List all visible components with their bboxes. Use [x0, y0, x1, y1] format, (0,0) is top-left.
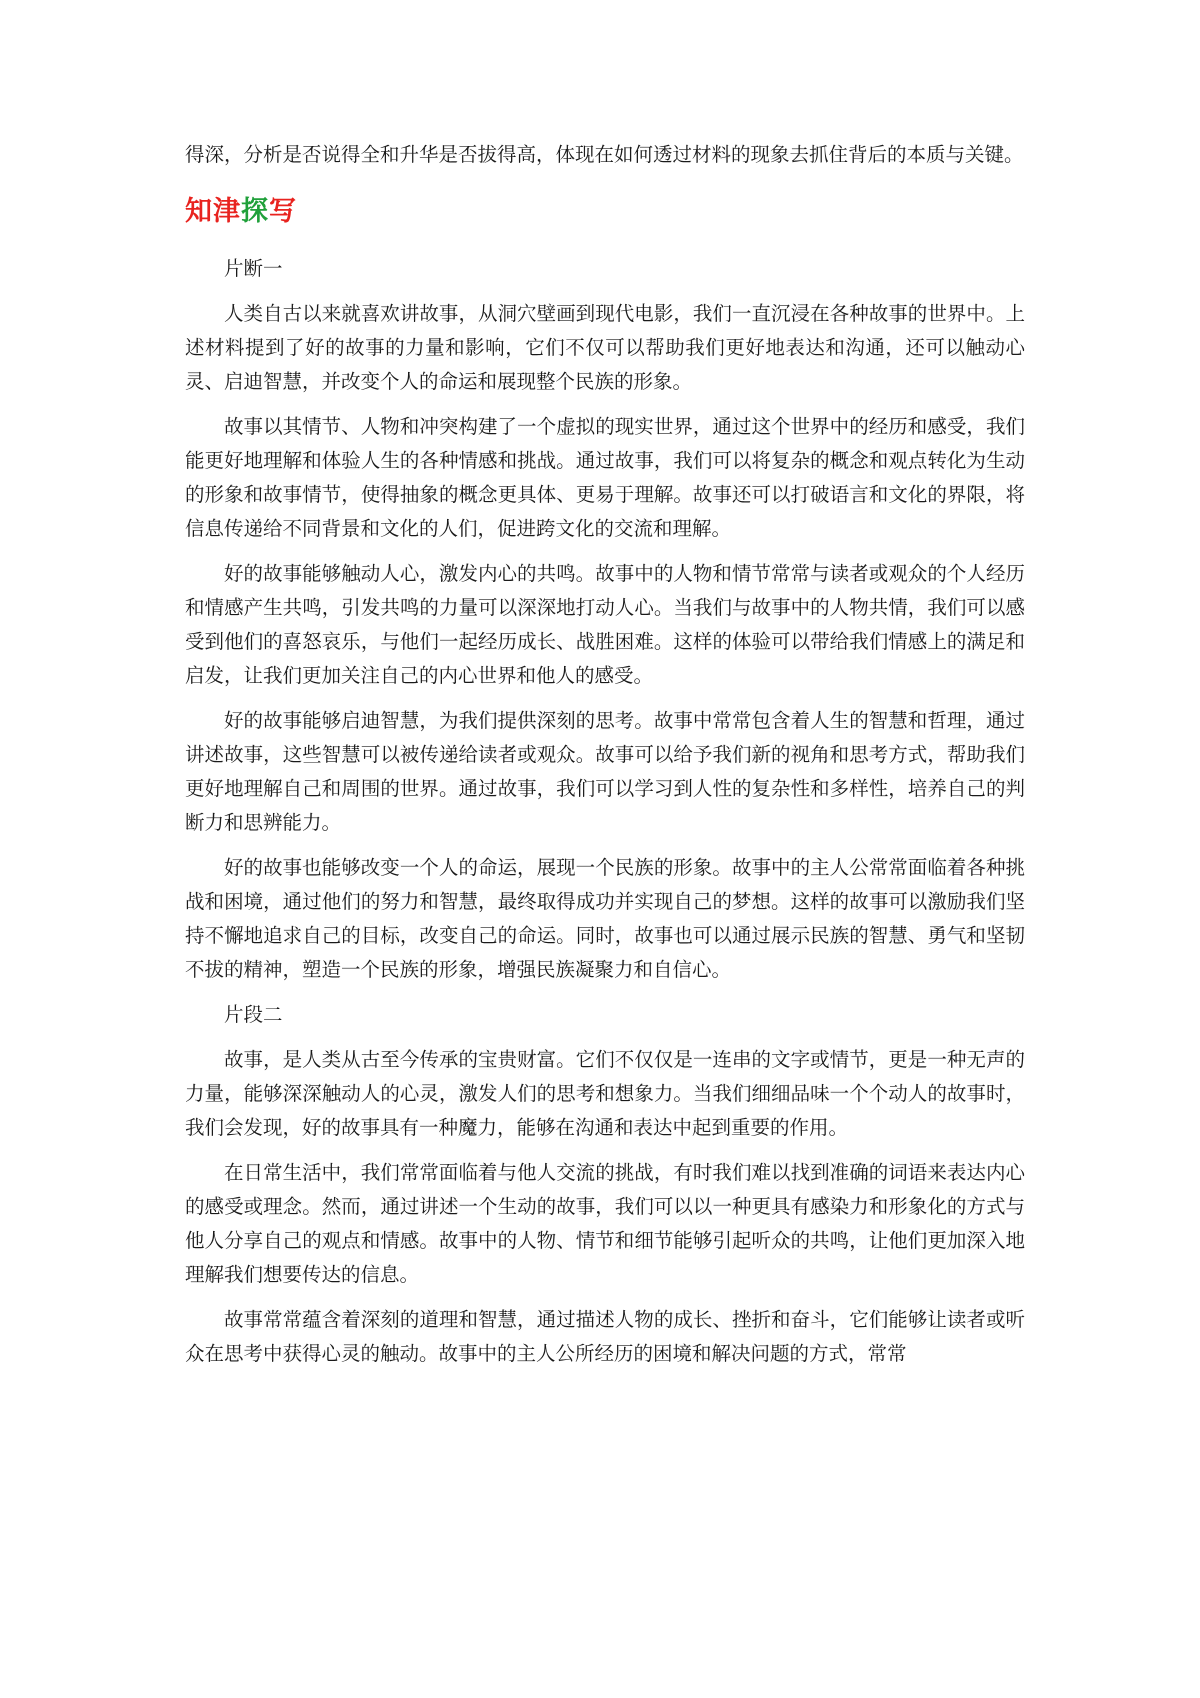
section-title — [185, 194, 1025, 230]
fragment1-paragraph: 故事以其情节、人物和冲突构建了一个虚拟的现实世界，通过这个世界中的经历和感受，我们能更好地理解和体验人生的各种情感和挑战。通过故事，我们可以将复杂的概念和观点转化为生动的形象和故事情节，使得抽象的概念更具体、更易于理解。故事还可以打破语言和文化的界限，将信息传递给不同背景和文化的人们，促进跨文化的交流和理解。 — [185, 415, 1025, 540]
document-page — [185, 138, 1025, 1382]
fragment1-paragraph: 好的故事能够启迪智慧，为我们提供深刻的思考。故事中常常包含着人生的智慧和哲理，通过讲述故事，这些智慧可以被传递给读者或观众。故事可以给予我们新的视角和思考方式，帮助我们更好地理解自己和周围的世界。通过故事，我们可以学习到人性的复杂性和多样性，培养自己的判断力和思辨能力。 — [185, 709, 1025, 834]
fragment2-label: 片段二 — [224, 1003, 283, 1026]
essay-body — [185, 252, 1025, 1371]
section-title-part2: 探 — [241, 196, 269, 227]
fragment2-paragraph: 故事常常蕴含着深刻的道理和智慧，通过描述人物的成长、挫折和奋斗，它们能够让读者或听众在思考中获得心灵的触动。故事中的主人公所经历的困境和解决问题的方式，常常 — [185, 1308, 1025, 1365]
intro-paragraph: 得深，分析是否说得全和升华是否拔得高，体现在如何透过材料的现象去抓住背后的本质与关键。 — [185, 143, 1024, 166]
section-title-part1: 知津 — [185, 196, 241, 227]
fragment1-paragraph: 好的故事也能够改变一个人的命运，展现一个民族的形象。故事中的主人公常常面临着各种挑战和困境，通过他们的努力和智慧，最终取得成功并实现自己的梦想。这样的故事可以激励我们坚持不懈地追求自己的目标，改变自己的命运。同时，故事也可以通过展示民族的智慧、勇气和坚韧不拔的精神，塑造一个民族的形象，增强民族凝聚力和自信心。 — [185, 856, 1025, 981]
fragment1-paragraph: 好的故事能够触动人心，激发内心的共鸣。故事中的人物和情节常常与读者或观众的个人经历和情感产生共鸣，引发共鸣的力量可以深深地打动人心。当我们与故事中的人物共情，我们可以感受到他们的喜怒哀乐，与他们一起经历成长、战胜困难。这样的体验可以带给我们情感上的满足和启发，让我们更加关注自己的内心世界和他人的感受。 — [185, 562, 1025, 687]
fragment1-paragraph: 人类自古以来就喜欢讲故事，从洞穴壁画到现代电影，我们一直沉浸在各种故事的世界中。上述材料提到了好的故事的力量和影响，它们不仅可以帮助我们更好地表达和沟通，还可以触动心灵、启迪智慧，并改变个人的命运和展现整个民族的形象。 — [185, 302, 1025, 393]
fragment2-paragraph: 在日常生活中，我们常常面临着与他人交流的挑战，有时我们难以找到准确的词语来表达内心的感受或理念。然而，通过讲述一个生动的故事，我们可以以一种更具有感染力和形象化的方式与他人分享自己的观点和情感。故事中的人物、情节和细节能够引起听众的共鸣，让他们更加深入地理解我们想要传达的信息。 — [185, 1161, 1025, 1286]
fragment1-label: 片断一 — [224, 257, 283, 280]
fragment2-paragraph: 故事，是人类从古至今传承的宝贵财富。它们不仅仅是一连串的文字或情节，更是一种无声的力量，能够深深触动人的心灵，激发人们的思考和想象力。当我们细细品味一个个动人的故事时，我们会发现，好的故事具有一种魔力，能够在沟通和表达中起到重要的作用。 — [185, 1048, 1025, 1139]
section-title-part3: 写 — [269, 196, 297, 227]
